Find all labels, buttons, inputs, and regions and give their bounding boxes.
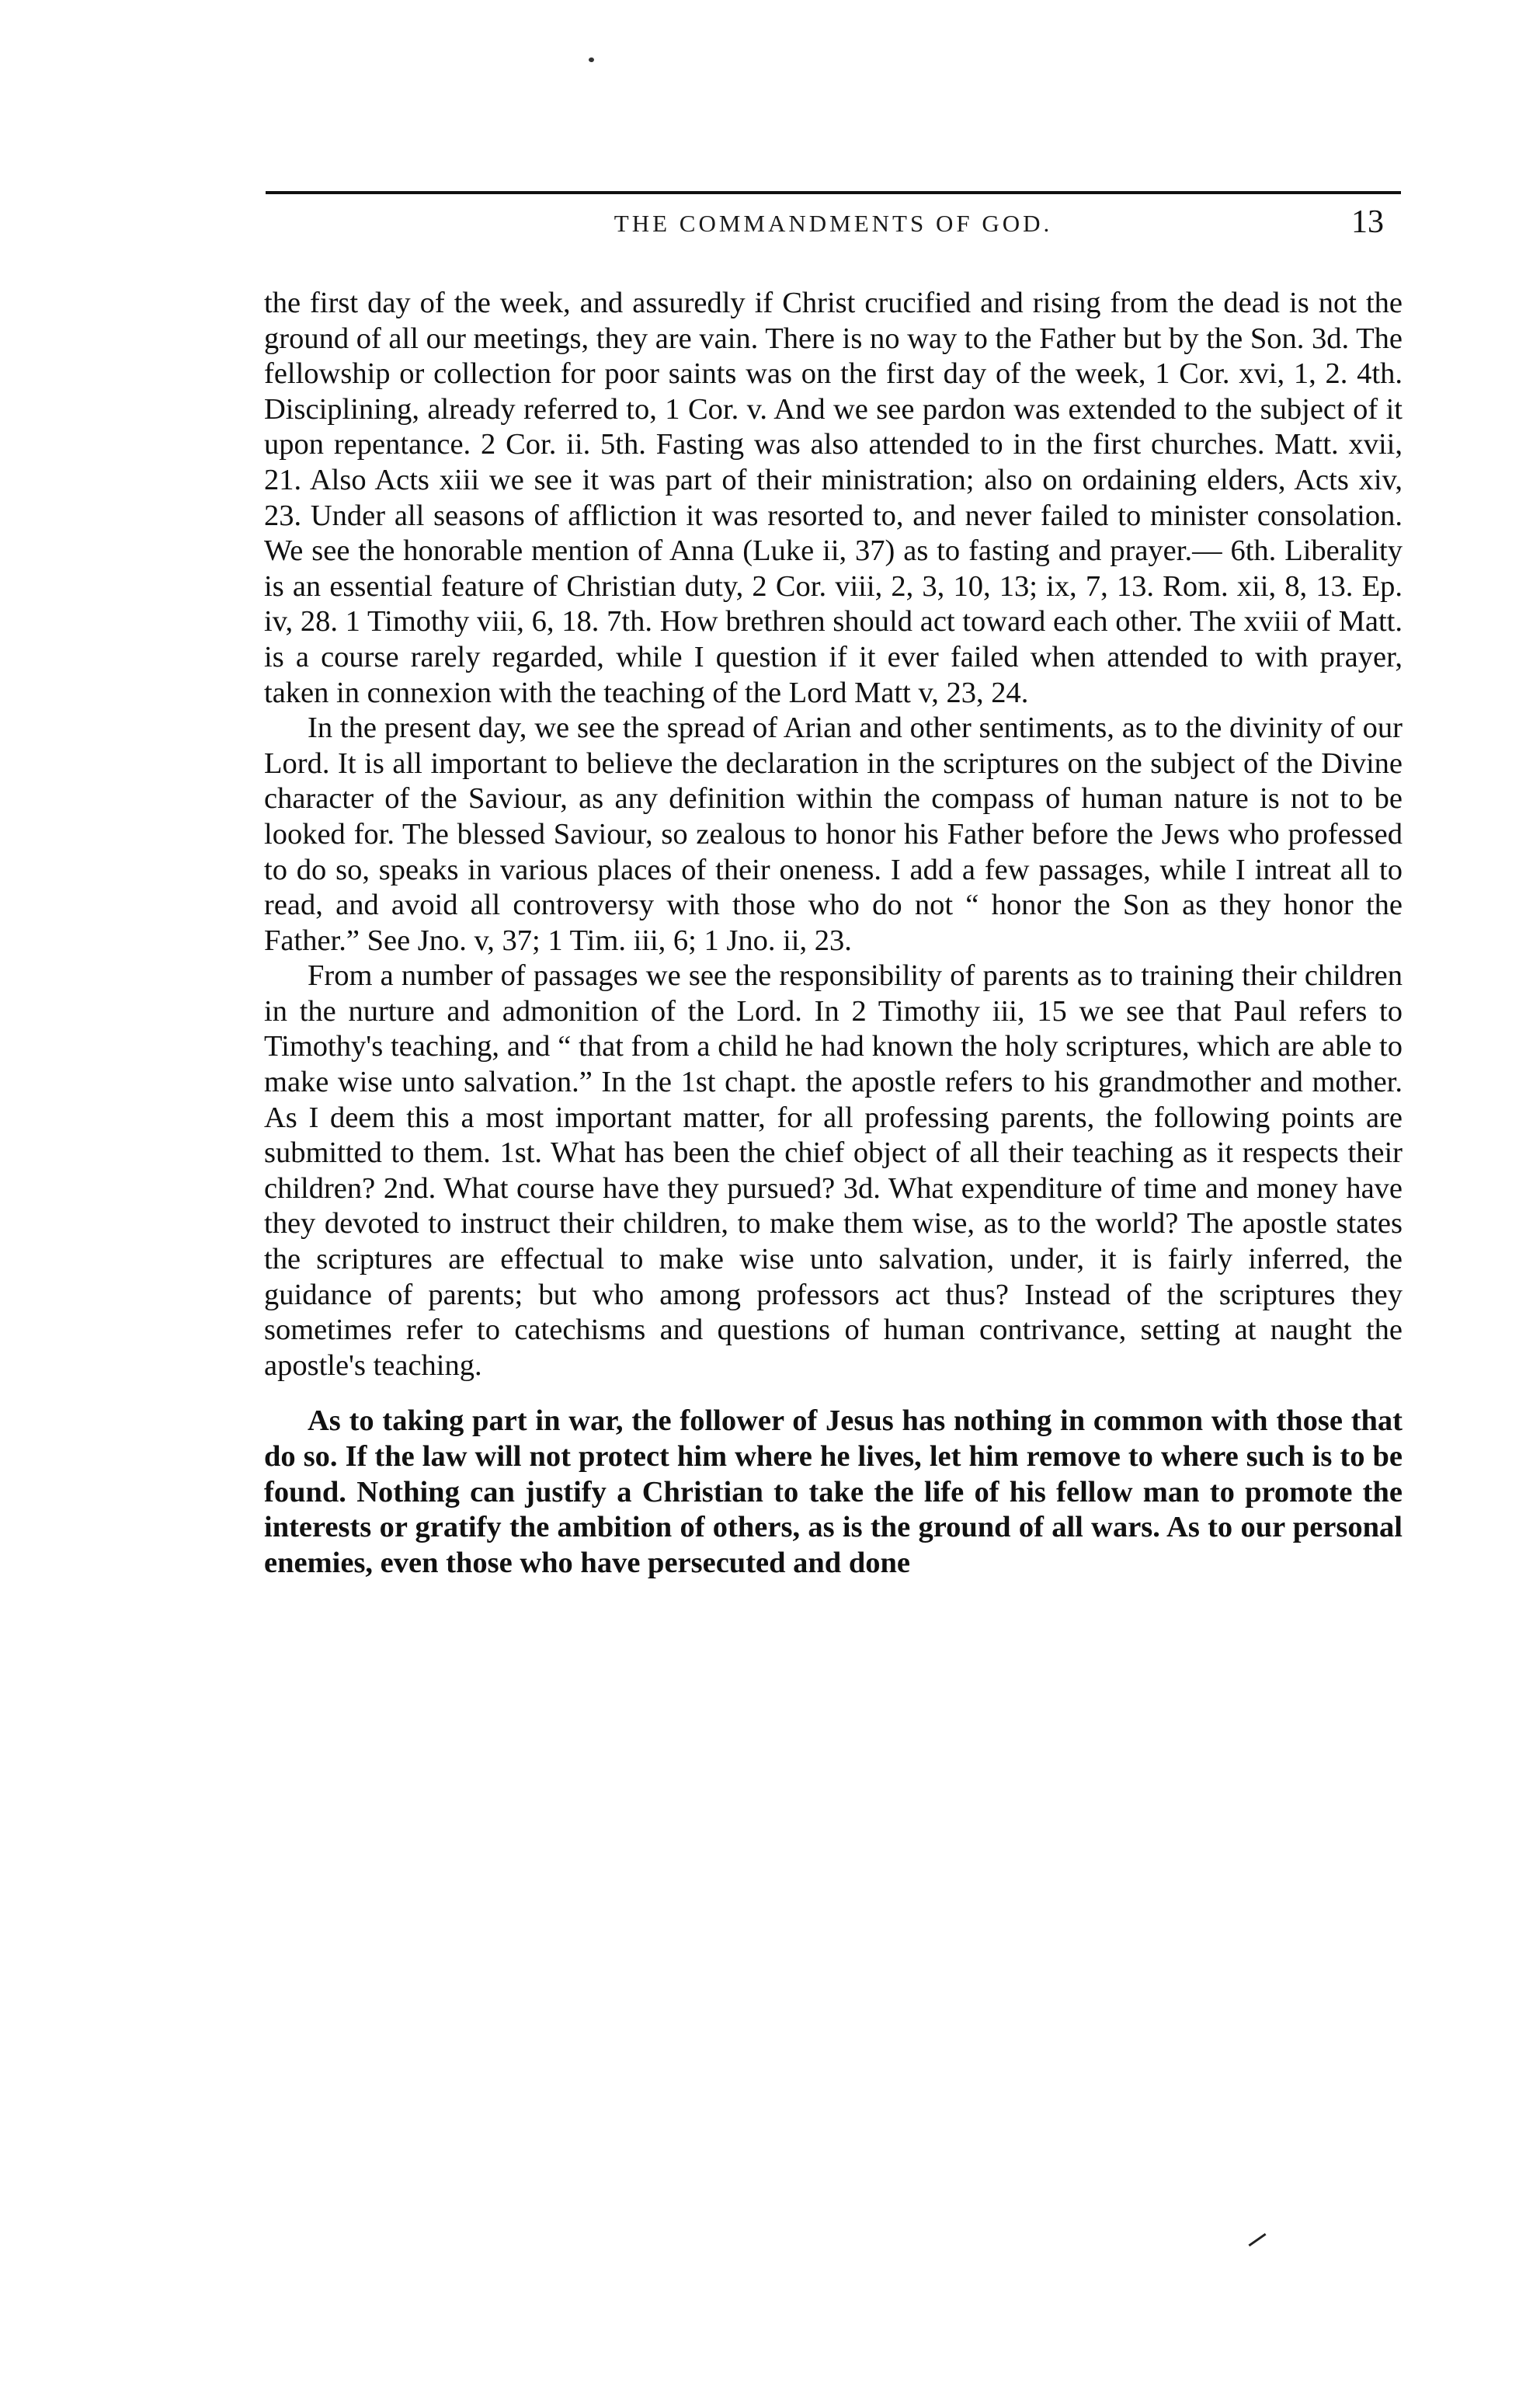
body-text — [264, 286, 1403, 1581]
print-speck — [589, 57, 594, 62]
header-rule — [266, 191, 1401, 194]
running-head — [264, 204, 1403, 250]
page-number: 13 — [1351, 204, 1384, 240]
print-mark — [1248, 2233, 1266, 2246]
paragraph-continuation: the first day of the week, and assuredly if Christ crucified and rising from the dead is not the ground of all our meetings, they are vain. There is no way to the Father but by the Son. 3d. The fellowship or collection for poor saints was on the first day of the week, 1 Cor. xvi, 1, 2. 4th. Disciplining, already referred to, 1 Cor. v. And we see pardon was extended to the subject of it upon repentance. 2 Cor. ii. 5th. Fasting was also attended to in the first churches. Matt. xvii, 21. Also Acts xiii we see it was part of their ministration; also on ordaining elders, Acts xiv, 23. Under all seasons of affliction it was resorted to, and never failed to minister consolation. We see the honorable mention of Anna (Luke ii, 37) as to fasting and prayer.— 6th. Liberality is an essential feature of Christian duty, 2 Cor. viii, 2, 3, 10, 13; ix, 7, 13. Rom. xii, 8, 13. Ep. iv, 28. 1 Timothy viii, 6, 18. 7th. How brethren should act toward each other. The xviii of Matt. is a course rarely regarded, while I question if it ever failed when attended to with prayer, taken in connexion with the teaching of the Lord Matt v, 23, 24. — [264, 287, 1403, 709]
paragraph-divinity: In the present day, we see the spread of Arian and other sentiments, as to the divinity of our Lord. It is all important to believe the declaration in the scriptures on the subject of the Divine character of the Saviour, as any definition within the compass of human nature is not to be looked for. The blessed Saviour, so zealous to honor his Father before the Jews who professed to do so, speaks in various places of their oneness. I add a few passages, while I intreat all to read, and avoid all controversy with those who do not “ honor the Son as they honor the Father.” See Jno. v, 37; 1 Tim. iii, 6; 1 Jno. ii, 23. — [264, 712, 1403, 957]
paragraph-war: As to taking part in war, the follower of Jesus has nothing in common with those that do so. If the law will not protect him where he lives, let him remove to where such is to be found. Nothing can justify a Christian to take the life of his fellow man to promote the interests or gratify the ambition of others, as is the ground of all wars. As to our personal enemies, even those who have persecuted and done — [264, 1404, 1403, 1579]
paragraph-parents: From a number of passages we see the responsibility of parents as to training their children in the nurture and admonition of the Lord. In 2 Timothy iii, 15 we see that Paul refers to Timothy's teaching, and “ that from a child he had known the holy scriptures, which are able to make wise unto salvation.” In the 1st chapt. the apostle refers to his grandmother and mother. As I deem this a most important matter, for all professing parents, the following points are submitted to them. 1st. What has been the chief object of all their teaching as it respects their children? 2nd. What course have they pursued? 3d. What expenditure of time and money have they devoted to instruct their children, to make them wise, as to the world? The apostle states the scriptures are effectual to make wise unto salvation, under, it is fairly inferred, the guidance of parents; but who among professors act thus? Instead of the scriptures they sometimes refer to catechisms and questions of human contrivance, setting at naught the apostle's teaching. — [264, 959, 1403, 1382]
running-title: THE COMMANDMENTS OF GOD. — [614, 210, 1053, 237]
